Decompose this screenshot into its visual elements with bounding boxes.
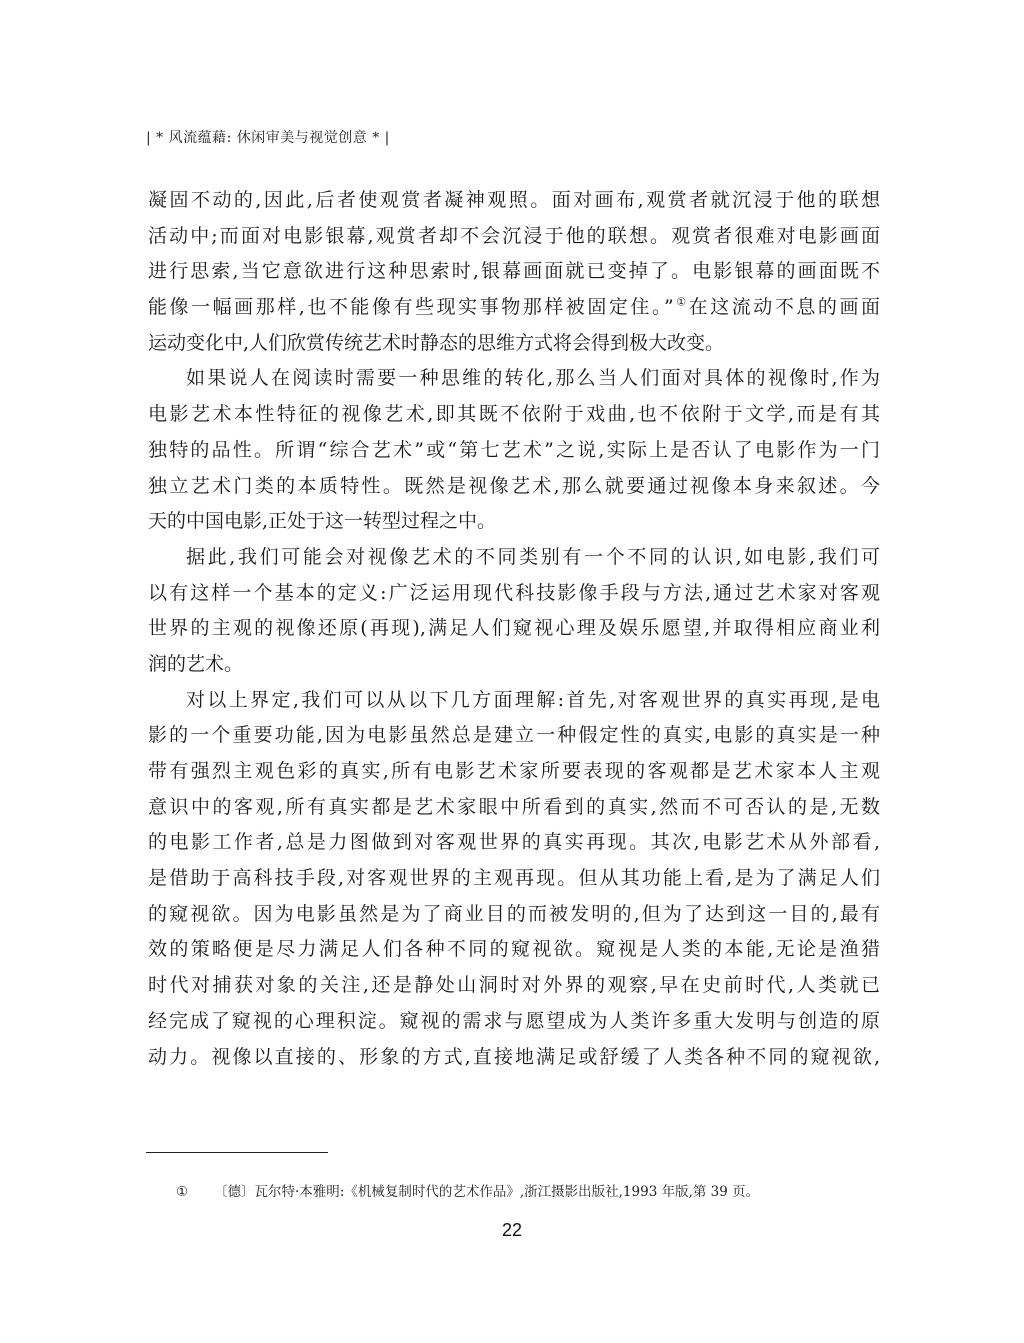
footnote-mark: ① bbox=[176, 1184, 189, 1200]
footnote-text: 〔德〕瓦尔特·本雅明:《机械复制时代的艺术作品》,浙江摄影出版社,1993 年版,第 39 页。 bbox=[214, 1184, 760, 1200]
text-line: 时代对捕获对象的关注,还是静处山洞时对外界的观察,早在史前时代,人类就已 bbox=[148, 974, 880, 997]
paragraph-start-line: 据此,我们可能会对视像艺术的不同类别有一个不同的认识,如电影,我们可 bbox=[186, 545, 880, 568]
text-line: 润的艺术。 bbox=[148, 652, 244, 675]
running-header: | * 风流蕴藉: 休闲审美与视觉创意 * | bbox=[146, 130, 390, 146]
text-line: 独特的品性。所谓“综合艺术”或“第七艺术”之说,实际上是否认了电影作为一门 bbox=[148, 438, 880, 461]
page-number: 22 bbox=[501, 1220, 523, 1240]
text-line: 电影艺术本性特征的视像艺术,即其既不依附于戏曲,也不依附于文学,而是有其 bbox=[148, 403, 880, 426]
text-line: 的电影工作者,总是力图做到对客观世界的真实再现。其次,电影艺术从外部看, bbox=[148, 831, 880, 854]
footnote-reference: ① bbox=[673, 295, 689, 309]
text-line: 是借助于高科技手段,对客观世界的主观再现。但从其功能上看,是为了满足人们 bbox=[148, 867, 880, 890]
text-line: 意识中的客观,所有真实都是艺术家眼中所看到的真实,然而不可否认的是,无数 bbox=[148, 795, 880, 818]
text-line: 进行思索,当它意欲进行这种思索时,银幕画面就已变掉了。电影银幕的画面既不 bbox=[148, 260, 880, 283]
text-line: 活动中;而面对电影银幕,观赏者却不会沉浸于他的联想。观赏者很难对电影画面 bbox=[148, 224, 880, 247]
text-line: 以有这样一个基本的定义:广泛运用现代科技影像手段与方法,通过艺术家对客观 bbox=[148, 581, 880, 604]
footnote-divider bbox=[146, 1152, 328, 1153]
text-line: 带有强烈主观色彩的真实,所有电影艺术家所要表现的客观都是艺术家本人主观 bbox=[148, 760, 880, 782]
body-text bbox=[148, 183, 880, 1075]
footnote bbox=[176, 1180, 759, 1200]
text-line: 运动变化中,人们欣赏传统艺术时静态的思维方式将会得到极大改变。 bbox=[148, 331, 725, 354]
text-line: 世界的主观的视像还原(再现),满足人们窥视心理及娱乐愿望,并取得相应商业利 bbox=[148, 617, 880, 640]
text-line: 动力。视像以直接的、形象的方式,直接地满足或舒缓了人类各种不同的窥视欲, bbox=[148, 1045, 880, 1068]
text-line: 经完成了窥视的心理积淀。窥视的需求与愿望成为人类许多重大发明与创造的原 bbox=[148, 1009, 880, 1032]
text-line: 独立艺术门类的本质特性。既然是视像艺术,那么就要通过视像本身来叙述。今 bbox=[148, 474, 880, 497]
text-line: 天的中国电影,正处于这一转型过程之中。 bbox=[148, 510, 497, 533]
paragraph-start-line: 对以上界定,我们可以从以下几方面理解:首先,对客观世界的真实再现,是电 bbox=[186, 688, 880, 711]
text-line: 凝固不动的,因此,后者使观赏者凝神观照。面对画布,观赏者就沉浸于他的联想 bbox=[148, 189, 880, 211]
text-line: 能像一幅画那样,也不能像有些现实事物那样被固定住。”①在这流动不息的画面 bbox=[148, 295, 880, 319]
text-line: 影的一个重要功能,因为电影虽然总是建立一种假定性的真实,电影的真实是一种 bbox=[148, 724, 880, 747]
paragraph-start-line: 如果说人在阅读时需要一种思维的转化,那么当人们面对具体的视像时,作为 bbox=[186, 367, 880, 390]
text-line: 效的策略便是尽力满足人们各种不同的窥视欲。窥视是人类的本能,无论是渔猎 bbox=[148, 938, 880, 961]
text-line: 的窥视欲。因为电影虽然是为了商业目的而被发明的,但为了达到这一目的,最有 bbox=[148, 902, 880, 925]
